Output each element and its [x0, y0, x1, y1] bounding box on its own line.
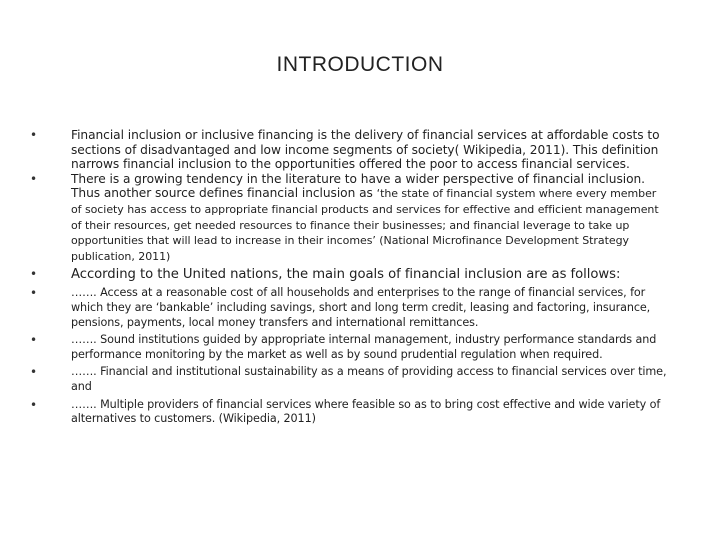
bullet-text: ……. Sound institutions guided by appropriate internal management, industry performance standards and performance monitoring by the market as well as by sound prudential regulation when required.: [71, 333, 657, 361]
bullet-glyph: •: [30, 365, 38, 380]
bullet-text: ……. Financial and institutional sustainability as a means of providing access to financial services over time, and: [71, 365, 667, 393]
bullet-text: ……. Multiple providers of financial services where feasible so as to bring cost effective and wide variety of alternatives to customers. (Wikipedia, 2011): [71, 397, 661, 426]
bullet-glyph: •: [30, 397, 38, 412]
bullet-text: [71, 172, 670, 265]
bullet-text: ……. Access at a reasonable cost of all households and enterprises to the range of financial services, for which they are ‘bankable’ including savings, short and long term credit, leasing and factoring, insurance, pensions, payments, local money transfers and international remittances.: [71, 286, 651, 329]
bullet-glyph: •: [30, 333, 38, 348]
bullet-item: [30, 267, 670, 283]
bullet-lead-text: There is a growing tendency in the literature to have a wider perspective of financial inclusion. Thus another source defines financial inclusion as: [71, 171, 645, 201]
slide-title: INTRODUCTION: [276, 53, 444, 76]
bullet-item: [30, 172, 670, 265]
bullet-text: According to the United nations, the main goals of financial inclusion are as follows:: [71, 267, 621, 283]
bullet-text: Financial inclusion or inclusive financing is the delivery of financial services at affordable costs to sections of disadvantaged and low income segments of society( Wikipedia, 2011). This definition narrows financial inclusion to the opportunities offered the poor to access financial services.: [71, 128, 660, 172]
bullet-quote-text: ‘the state of financial system where every member of society has access to appropriate financial products and services for effective and efficient management of their resources, get needed resources to finance their businesses; and financial leverage to take up opportunities that will lead to increase in their incomes’ (National Microfinance Development Strategy publication, 2011): [71, 187, 659, 263]
bullet-glyph: •: [30, 267, 38, 282]
bullet-item: [30, 398, 670, 427]
bullet-item: [30, 128, 670, 172]
bullet-item: [30, 333, 670, 362]
bullet-glyph: •: [30, 128, 38, 142]
bullet-glyph: •: [30, 171, 38, 186]
bullet-item: [30, 365, 670, 394]
bullet-list: [30, 128, 670, 427]
bullet-item: [30, 286, 670, 330]
bullet-glyph: •: [30, 286, 38, 301]
